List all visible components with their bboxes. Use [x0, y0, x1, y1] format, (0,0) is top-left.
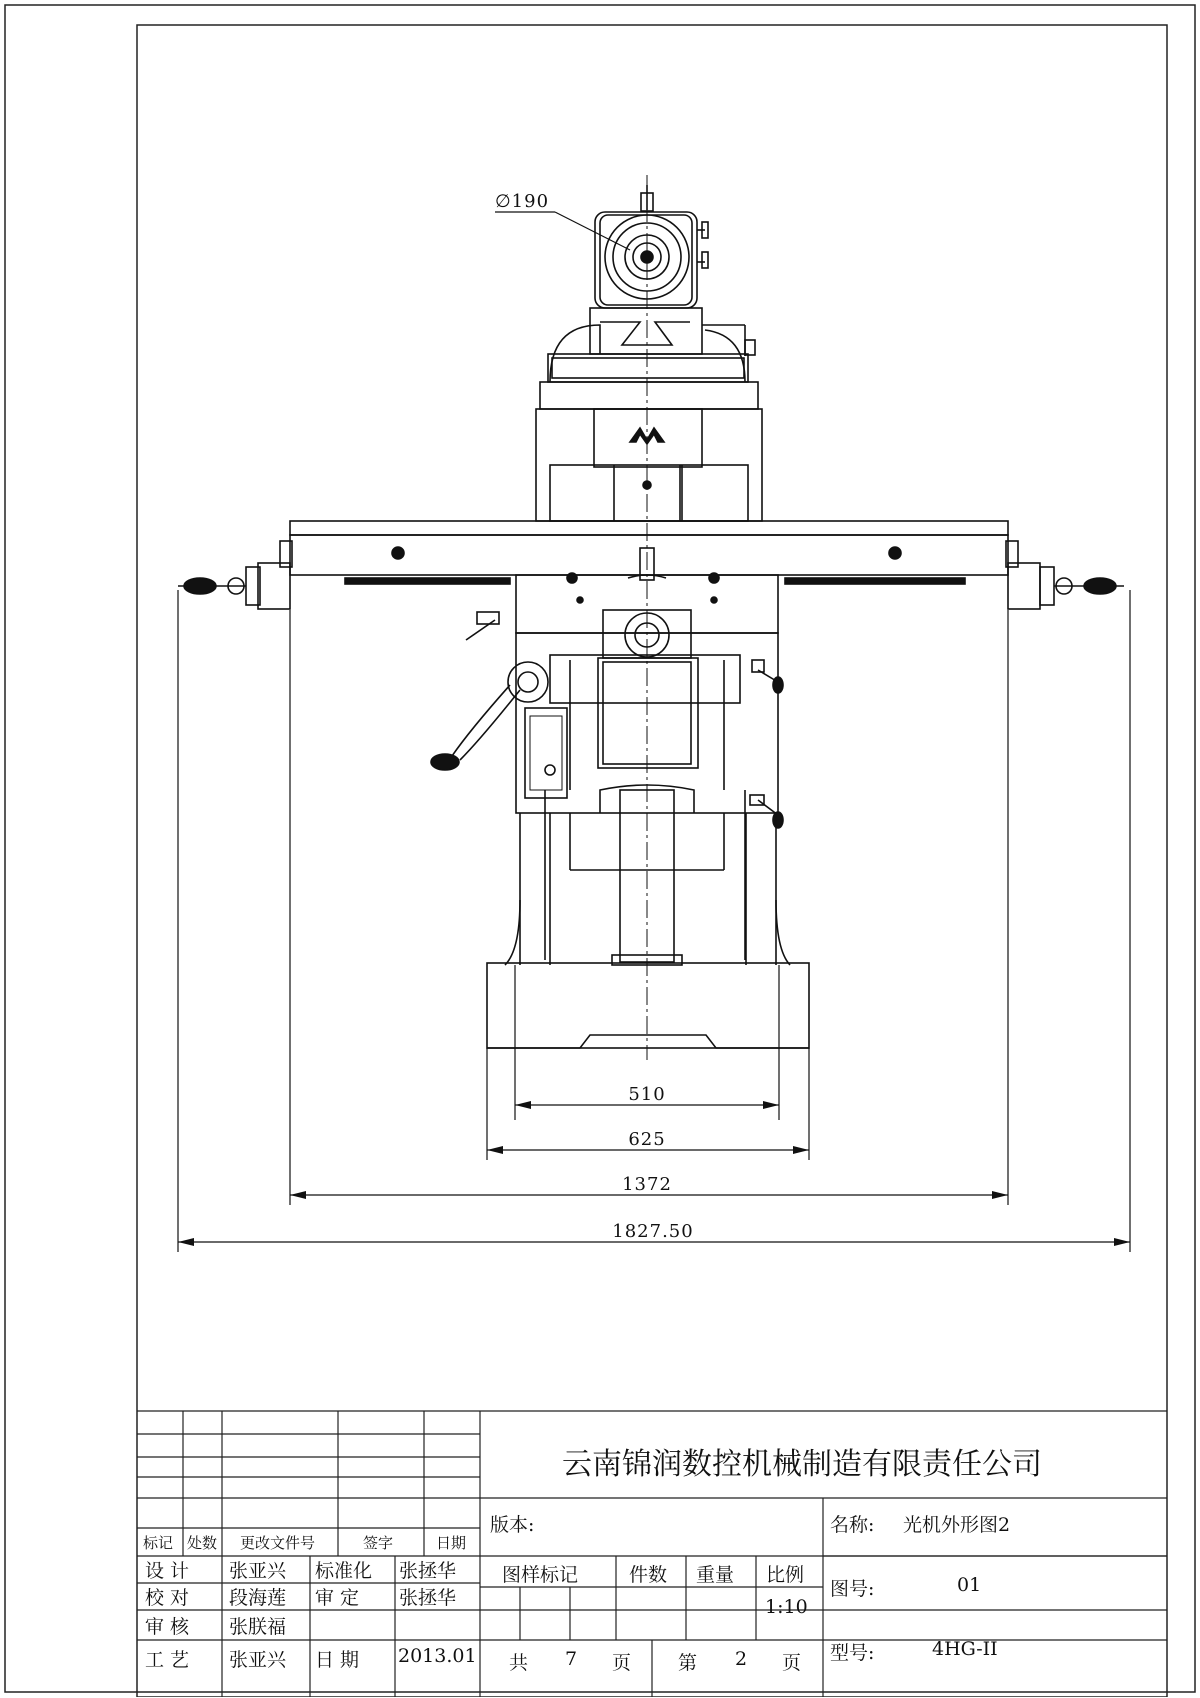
role-date: 日 期 — [315, 1649, 360, 1671]
role-review: 审 核 — [145, 1616, 190, 1638]
header-change-doc: 更改文件号 — [240, 1534, 316, 1552]
dim-510: 510 — [628, 1084, 666, 1105]
title-block — [137, 1411, 1167, 1698]
value-date: 2013.01 — [398, 1645, 477, 1667]
pieces-label: 件数 — [629, 1564, 668, 1586]
role-check: 校 对 — [145, 1587, 190, 1609]
drawing-no-label: 图号: — [830, 1578, 875, 1600]
scale-value: 1:10 — [765, 1596, 808, 1618]
scale-label: 比例 — [766, 1564, 805, 1586]
page-label: 第 — [678, 1652, 698, 1674]
dim-1372: 1372 — [622, 1174, 672, 1195]
dim-625: 625 — [628, 1129, 666, 1150]
name-standard: 张拯华 — [399, 1560, 457, 1582]
header-signature: 签字 — [363, 1534, 394, 1552]
page-unit-current: 页 — [782, 1652, 802, 1674]
total-label: 共 — [509, 1652, 529, 1674]
name-process: 张亚兴 — [229, 1649, 287, 1671]
dim-diameter: ∅190 — [495, 191, 550, 212]
page-unit-total: 页 — [612, 1652, 632, 1674]
name-value: 光机外形图2 — [903, 1514, 1011, 1536]
header-qty-place: 处数 — [187, 1534, 218, 1552]
total-pages: 7 — [565, 1648, 578, 1670]
role-approve: 审 定 — [315, 1587, 360, 1609]
page-num: 2 — [735, 1648, 748, 1670]
name-design: 张亚兴 — [229, 1560, 287, 1582]
milling-machine-drawing — [178, 175, 1124, 1060]
name-review: 张朕福 — [229, 1616, 287, 1638]
header-mark: 标记 — [143, 1534, 174, 1552]
dim-1827: 1827.50 — [612, 1221, 694, 1242]
header-date: 日期 — [436, 1534, 467, 1552]
drawing-no-value: 01 — [957, 1574, 982, 1596]
company-name: 云南锦润数控机械制造有限责任公司 — [562, 1447, 1042, 1482]
name-check: 段海莲 — [229, 1587, 287, 1609]
role-process: 工 艺 — [145, 1649, 190, 1671]
model-label: 型号: — [830, 1642, 875, 1664]
role-standard: 标准化 — [315, 1560, 373, 1582]
sample-mark-label: 图样标记 — [502, 1564, 579, 1586]
weight-label: 重量 — [696, 1564, 735, 1586]
version-label: 版本: — [490, 1514, 535, 1536]
name-approve: 张拯华 — [399, 1587, 457, 1609]
name-label: 名称: — [830, 1514, 875, 1536]
role-design: 设 计 — [145, 1560, 190, 1582]
model-value: 4HG-II — [932, 1638, 998, 1660]
